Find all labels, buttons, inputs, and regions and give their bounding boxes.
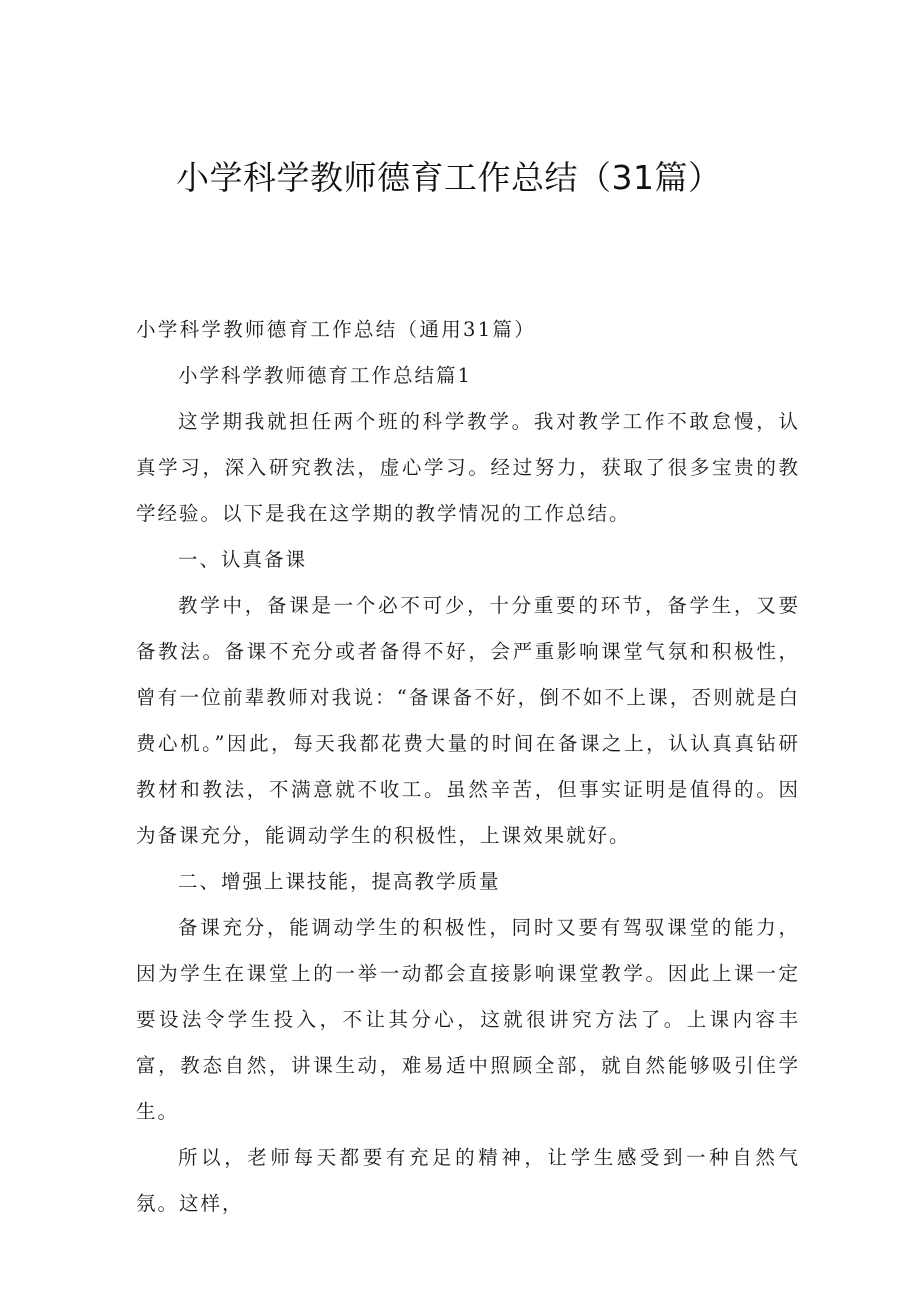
paragraph-heading: 二、增强上课技能，提高教学质量 (178, 870, 501, 893)
paragraph: 备课充分，能调动学生的积极性，同时又要有驾驭课堂的能力，因为学生在课堂上的一举一动都会直接影响课堂教学。因此上课一定要设法令学生投入，不让其分心，这就很讲究方法了。上课内容丰富，教态自然，讲课生动，难易适中照顾全部，就自然能够吸引住学生。 (136, 916, 800, 1123)
paragraph: 教学中，备课是一个必不可少，十分重要的环节，备学生，又要备教法。备课不充分或者备得不好，会严重影响课堂气氛和积极性，曾有一位前辈教师对我说：“备课备不好，倒不如不上课，否则就是白费心机。”因此，每天我都花费大量的时间在备课之上，认认真真钻研教材和教法，不满意就不收工。虽然辛苦，但事实证明是值得的。因为备课充分，能调动学生的积极性，上课效果就好。 (136, 594, 800, 847)
paragraph: 这学期我就担任两个班的科学教学。我对教学工作不敢怠慢，认真学习，深入研究教法，虚心学习。经过努力，获取了很多宝贵的教学经验。以下是我在这学期的教学情况的工作总结。 (136, 410, 800, 525)
paragraph: 所以，老师每天都要有充足的精神，让学生感受到一种自然气氛。这样， (136, 1146, 800, 1215)
section-heading: 小学科学教师德育工作总结篇1 (178, 364, 472, 387)
document-subtitle: 小学科学教师德育工作总结（通用31篇） (136, 318, 537, 341)
paragraph-heading: 一、认真备课 (178, 548, 308, 571)
document-title: 小学科学教师德育工作总结（31篇） (176, 158, 722, 197)
document-body (136, 307, 800, 1227)
